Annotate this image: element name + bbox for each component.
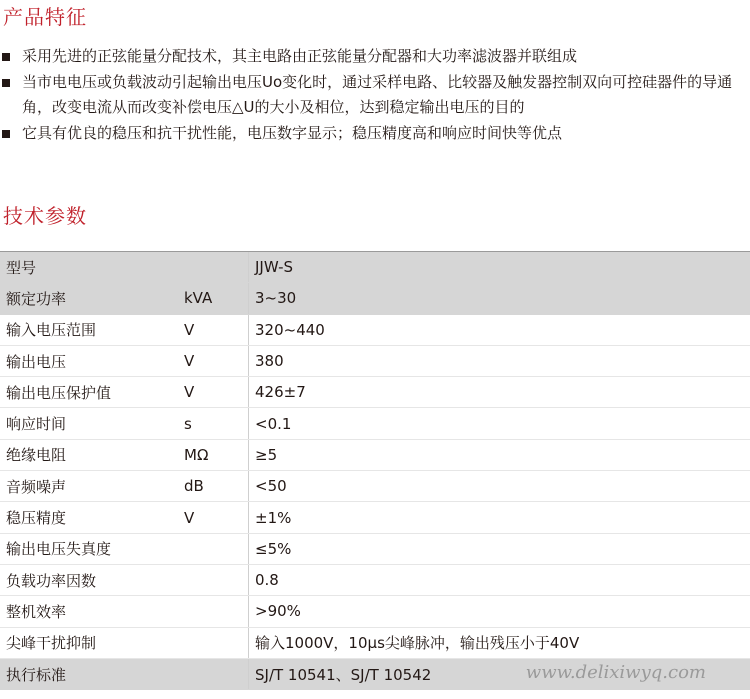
param-name: 输出电压失真度 [0, 533, 178, 564]
table-row [0, 345, 750, 376]
param-unit: s [178, 408, 249, 439]
param-value: 320~440 [249, 314, 750, 345]
param-value: ±1% [249, 502, 750, 533]
spec-table [0, 251, 750, 690]
param-value: <50 [249, 471, 750, 502]
param-unit: MΩ [178, 439, 249, 470]
param-name: 绝缘电阻 [0, 439, 178, 470]
table-row [0, 408, 750, 439]
website-watermark: www.delixiwyq.com [525, 662, 706, 683]
table-row [0, 471, 750, 502]
feature-text: 它具有优良的稳压和抗干扰性能，电压数字显示；稳压精度高和响应时间快等优点 [22, 123, 563, 142]
param-value: ≥5 [249, 439, 750, 470]
square-bullet-icon [2, 79, 10, 87]
param-name: 输出电压 [0, 345, 178, 376]
param-unit: dB [178, 471, 249, 502]
table-row [0, 314, 750, 345]
param-value: 输入1000V，10μs尖峰脉冲，输出残压小于40V [249, 627, 750, 658]
table-row [0, 502, 750, 533]
param-name: 输入电压范围 [0, 314, 178, 345]
param-unit [178, 596, 249, 627]
param-name: 响应时间 [0, 408, 178, 439]
square-bullet-icon [2, 53, 10, 61]
specs-title: 技术参数 [3, 204, 87, 228]
param-unit [178, 564, 249, 595]
param-value: SJ/T 10541、SJ/T 10542 [249, 658, 750, 689]
feature-item [2, 70, 750, 121]
square-bullet-icon [2, 130, 10, 138]
param-name: 音频噪声 [0, 471, 178, 502]
param-unit [178, 627, 249, 658]
param-value: 3~30 [249, 283, 750, 314]
param-name: 整机效率 [0, 596, 178, 627]
param-unit [178, 658, 249, 689]
feature-text: 采用先进的正弦能量分配技术，其主电路由正弦能量分配器和大功率滤波器并联组成 [22, 47, 578, 65]
param-name: 稳压精度 [0, 502, 178, 533]
param-unit: V [178, 377, 249, 408]
feature-text: 当市电电压或负载波动引起输出电压Uo变化时，通过采样电路、比较器及触发器控制双向可控硅器件的导通角，改变电流从而改变补偿电压△U的大小及相位，达到稳定输出电压的目的 [22, 72, 733, 116]
param-unit [178, 252, 249, 283]
param-name: 尖峰干扰抑制 [0, 627, 178, 658]
param-name: 型号 [0, 252, 178, 283]
table-row [0, 252, 750, 283]
param-unit: kVA [178, 283, 249, 314]
param-name: 输出电压保护值 [0, 377, 178, 408]
param-name: 执行标准 [0, 658, 178, 689]
features-title: 产品特征 [3, 5, 87, 29]
param-name: 额定功率 [0, 283, 178, 314]
feature-item [2, 44, 750, 70]
param-unit: V [178, 502, 249, 533]
param-value: ≤5% [249, 533, 750, 564]
table-row [0, 533, 750, 564]
table-row [0, 627, 750, 658]
table-row [0, 564, 750, 595]
table-row [0, 377, 750, 408]
table-row [0, 283, 750, 314]
param-name: 负载功率因数 [0, 564, 178, 595]
param-value: 426±7 [249, 377, 750, 408]
param-unit [178, 533, 249, 564]
param-value: >90% [249, 596, 750, 627]
param-value: 380 [249, 345, 750, 376]
param-value: <0.1 [249, 408, 750, 439]
param-unit: V [178, 345, 249, 376]
table-row [0, 439, 750, 470]
param-value: JJW-S [249, 252, 750, 283]
feature-item [2, 121, 750, 147]
table-row [0, 596, 750, 627]
features-list [2, 44, 750, 146]
param-value: 0.8 [249, 564, 750, 595]
param-unit: V [178, 314, 249, 345]
